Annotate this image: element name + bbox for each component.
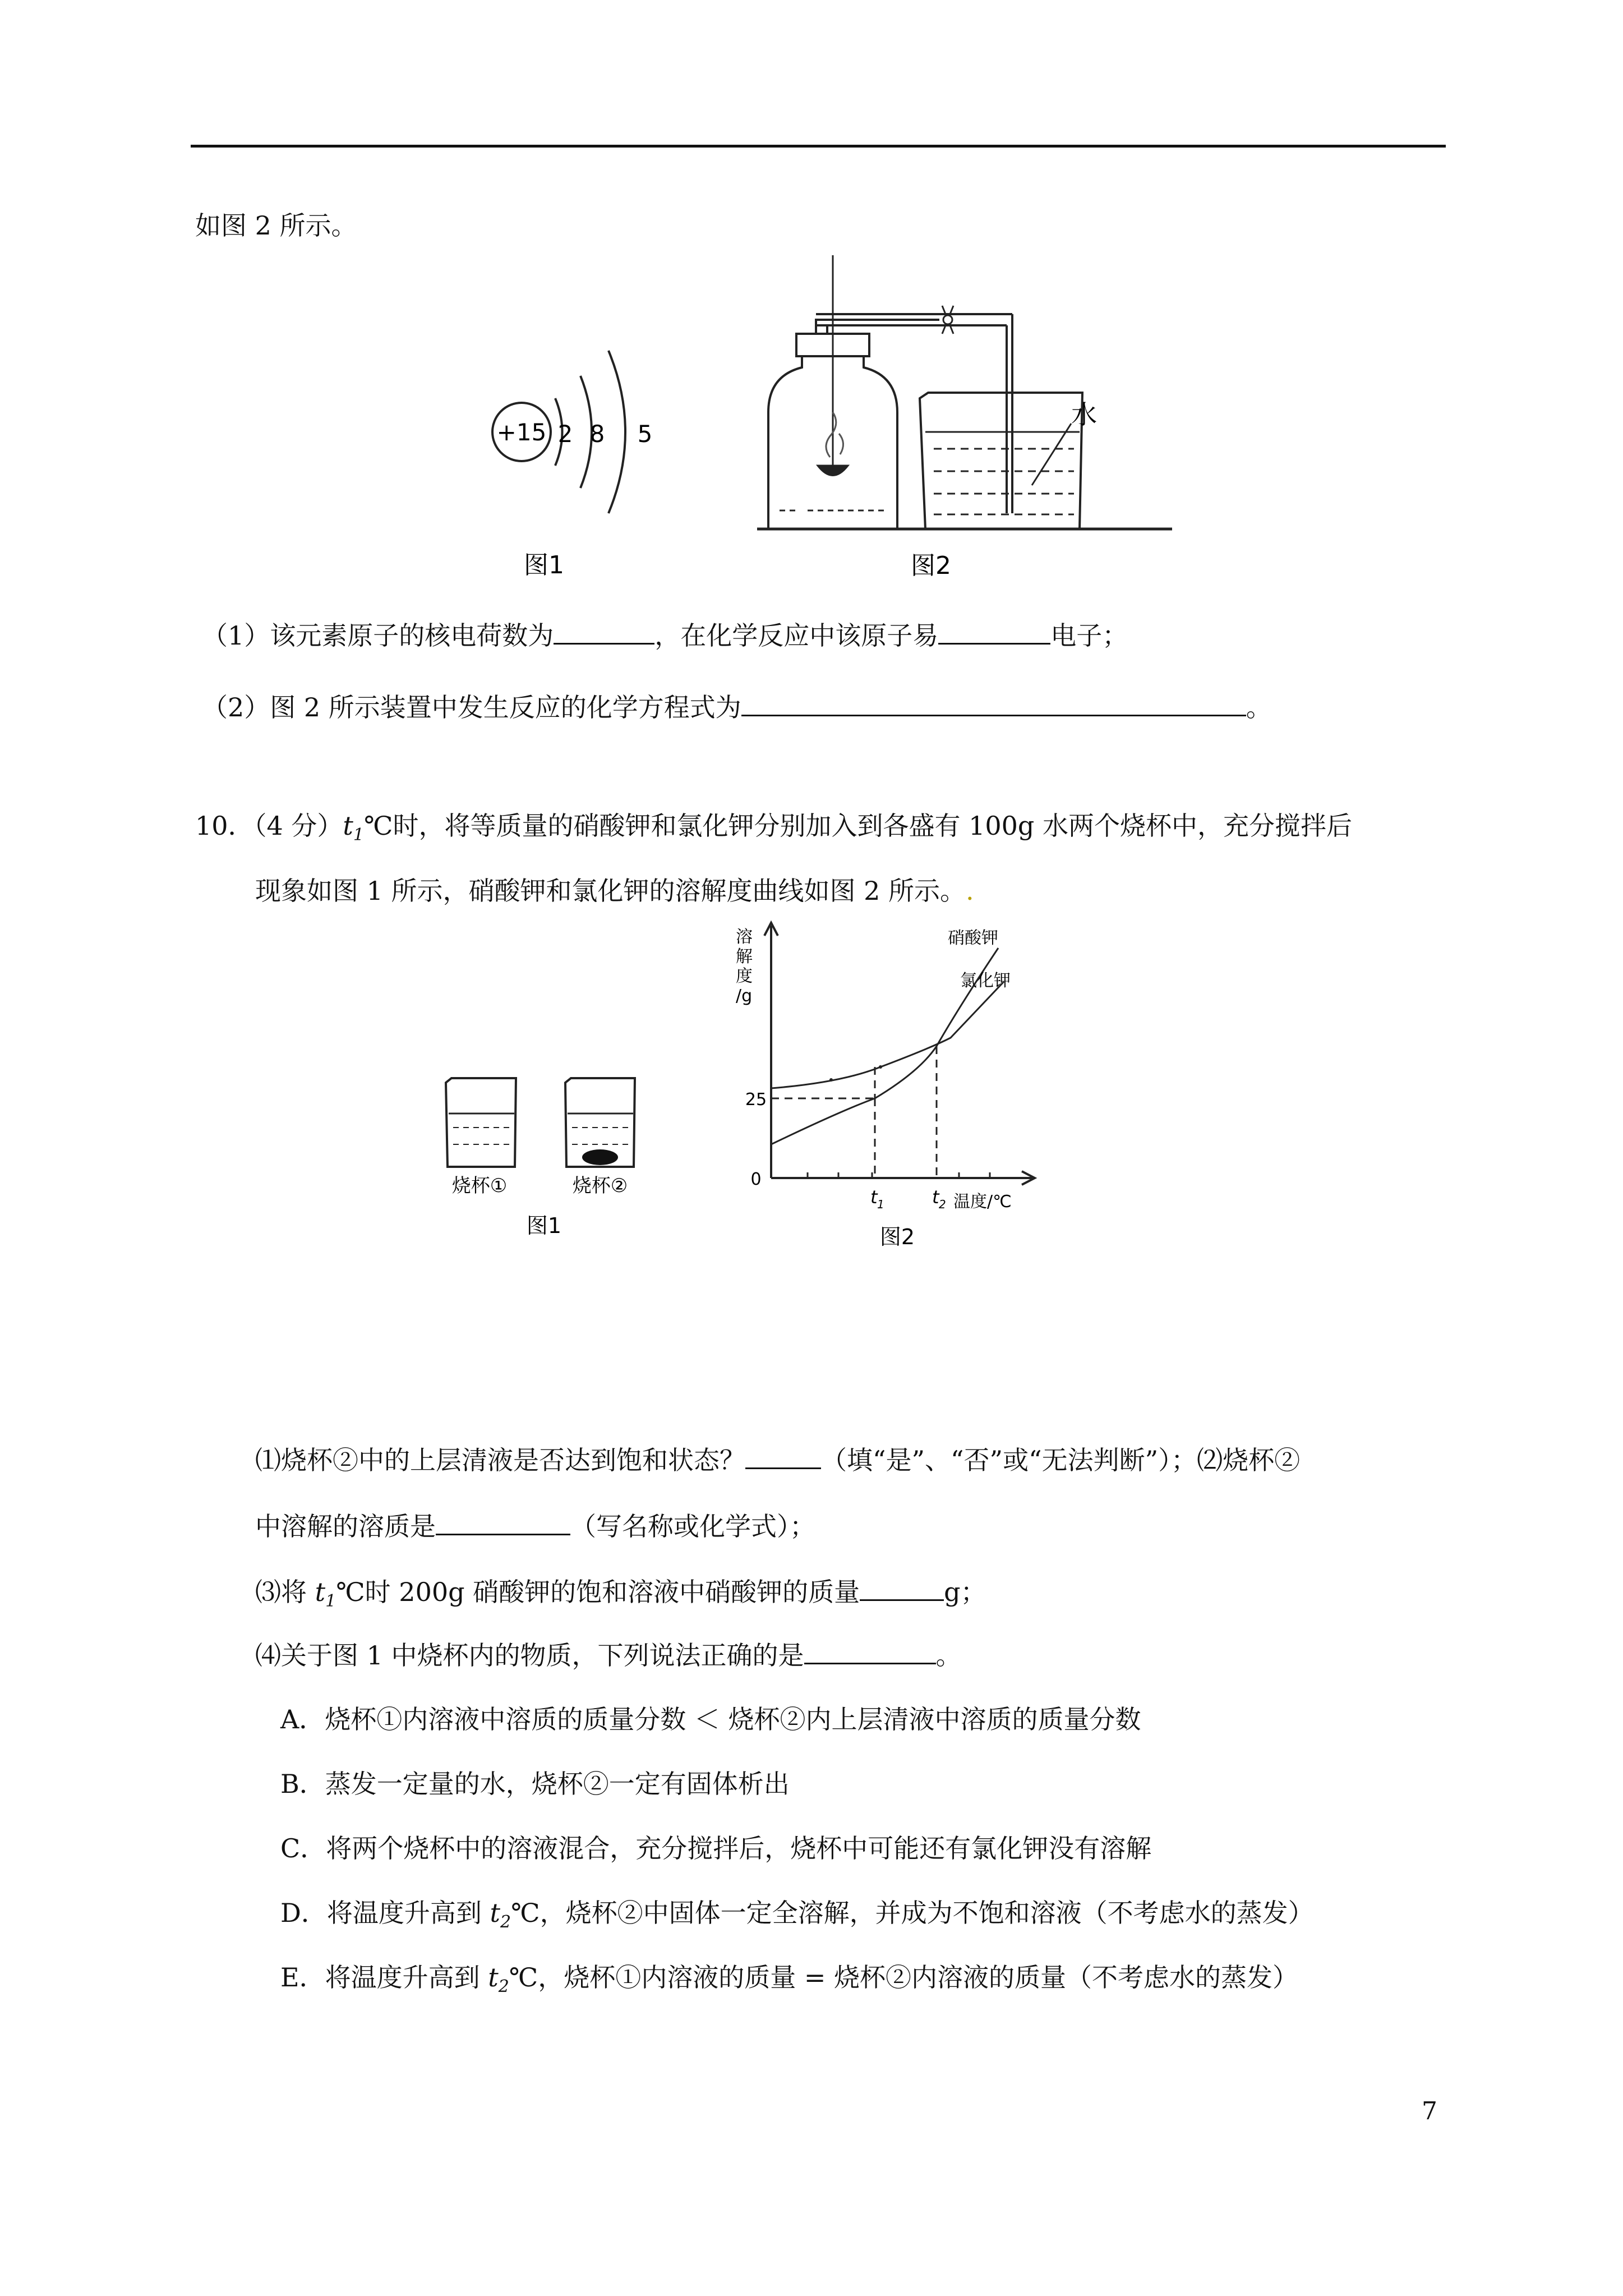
answer-blank[interactable] (860, 1573, 944, 1601)
beakers-figure (437, 1066, 645, 1257)
shell-count-2: 8 (589, 420, 605, 448)
legend-kcl: 氯化钾 (960, 971, 1011, 991)
figure-caption: 图2 (911, 551, 951, 580)
ytick-25: 25 (745, 1090, 767, 1110)
q10-heading: 10．（4 分）$t_1℃$时，将等质量的硝酸钾和氯化钾分别加入到各盛有 100g 水两个烧杯中，充分搅拌后 (195, 811, 1352, 845)
combustion-spoon (818, 466, 848, 476)
undissolved-solid (582, 1149, 618, 1165)
option-c: C．将两个烧杯中的溶液混合，充分搅拌后，烧杯中可能还有氯化钾没有溶解 (280, 1833, 1152, 1864)
nucleus-label: +15 (496, 418, 547, 446)
answer-blank[interactable] (741, 689, 1246, 716)
shell-arc-3 (608, 351, 625, 513)
header-rule (191, 145, 1446, 148)
svg-text:1: 1 (877, 1198, 884, 1211)
option-b: B．蒸发一定量的水，烧杯②一定有固体析出 (280, 1769, 790, 1799)
option-a: A．烧杯①内溶液中溶质的质量分数 ＜ 烧杯②内上层清液中溶质的质量分数 (280, 1704, 1141, 1734)
answer-blank[interactable] (745, 1442, 821, 1469)
option-d: D．将温度升高到 $t_2℃$，烧杯②中固体一定全溶解，并成为不饱和溶液（不考虑水的蒸发） (280, 1898, 1314, 1932)
beaker-1-label: 烧杯① (451, 1175, 508, 1197)
q9-sub2: （2）图 2 所示装置中发生反应的化学方程式为 。 (202, 689, 1272, 724)
legend-kno3: 硝酸钾 (948, 928, 998, 948)
figure-caption: 图2 (879, 1225, 915, 1249)
answer-blank[interactable] (938, 617, 1050, 645)
shell-count-1: 2 (557, 420, 573, 448)
water-label: 水 (1071, 399, 1097, 430)
xtick-t1: t (870, 1186, 878, 1208)
q10-sub3: ⑶将 $t_1℃$时 200g 硝酸钾的饱和溶液中硝酸钾的质量 g； (255, 1573, 986, 1618)
solubility-chart (729, 920, 1077, 1262)
q10-sub4: ⑷关于图 1 中烧杯内的物质，下列说法正确的是 。 (255, 1637, 962, 1672)
connecting-tube (816, 320, 939, 334)
beaker-2-label: 烧杯② (572, 1175, 628, 1197)
ylabel-char: 解 (736, 947, 753, 967)
smoke (826, 412, 836, 457)
q10-sub2: 中溶解的溶质是 （写名称或化学式）； (255, 1508, 815, 1543)
ylabel-char: /g (736, 986, 753, 1006)
option-e: E．将温度升高到 $t_2℃$，烧杯①内溶液的质量 = 烧杯②内溶液的质量（不考虑水的蒸发） (280, 1962, 1299, 1997)
atom-structure-figure (482, 314, 695, 578)
xtick-t2: t (932, 1186, 939, 1208)
intro-text: 如图 2 所示。 (195, 210, 357, 241)
ylabel-char: 溶 (736, 927, 753, 947)
answer-blank[interactable] (436, 1508, 570, 1535)
answer-blank[interactable] (554, 617, 654, 645)
answer-blank[interactable] (804, 1637, 936, 1664)
page-number: 7 (1422, 2097, 1437, 2125)
figure-caption: 图1 (524, 551, 564, 578)
ytick-0: 0 (750, 1170, 762, 1189)
ylabel-char: 度 (736, 967, 753, 986)
q10-heading-line2: 现象如图 1 所示，硝酸钾和氯化钾的溶解度曲线如图 2 所示。. (255, 876, 974, 906)
beaker (920, 393, 1082, 529)
xlabel: 温度/℃ (953, 1192, 1012, 1212)
q9-sub1: （1）该元素原子的核电荷数为 ，在化学反应中该原子易 电子； (202, 617, 1128, 652)
apparatus-figure (751, 255, 1178, 586)
svg-text:2: 2 (939, 1198, 946, 1211)
kcl-curve (771, 982, 1004, 1088)
figure-caption: 图1 (526, 1213, 562, 1238)
shell-count-3: 5 (637, 420, 653, 448)
q10-sub1: ⑴烧杯②中的上层清液是否达到饱和状态？ （填“是”、“否”或“无法判断”）；⑵烧杯② (255, 1442, 1300, 1477)
beaker-1 (446, 1078, 516, 1167)
